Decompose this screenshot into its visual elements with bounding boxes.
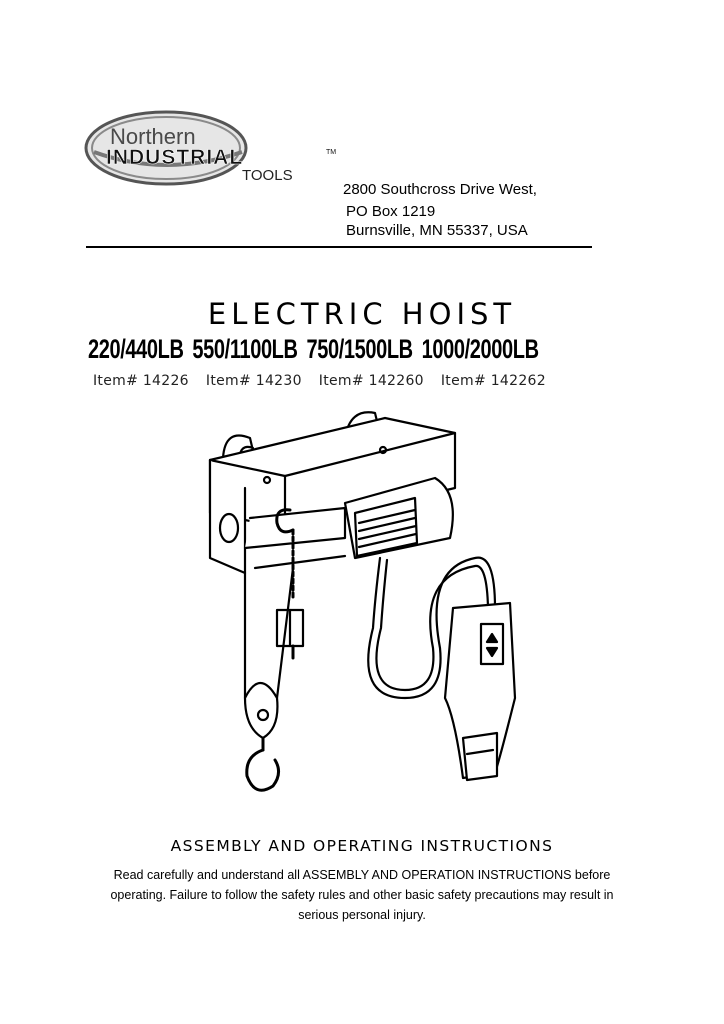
- header-divider: [86, 246, 592, 248]
- electric-hoist-illustration: [205, 398, 535, 798]
- capacity-label: 220/440LB: [88, 334, 184, 364]
- item-number: Item# 142260: [318, 373, 424, 389]
- safety-warning-text: Read carefully and understand all ASSEMBLY AND OPERATION INSTRUCTIONS before operating. Failure to follow the safety rules and other basic safety precautions may result in serious personal injury.: [110, 868, 614, 922]
- capacity-label: 750/1500LB: [306, 334, 413, 364]
- address-line-2: PO Box 1219: [346, 203, 436, 220]
- logo-northern-text: Northern: [110, 124, 196, 149]
- address-line-1: 2800 Southcross Drive West,: [343, 181, 537, 198]
- logo-trademark: TM: [326, 149, 337, 156]
- item-number: Item# 142262: [440, 373, 546, 389]
- address-line-3: Burnsville, MN 55337, USA: [346, 222, 528, 239]
- item-number: Item# 14230: [205, 373, 302, 389]
- capacity-list: [88, 334, 548, 365]
- northern-industrial-tools-logo: [84, 108, 346, 194]
- section-heading: ASSEMBLY AND OPERATING INSTRUCTIONS: [170, 837, 554, 855]
- logo-tools-text: TOOLS: [242, 167, 293, 184]
- item-number: Item# 14226: [93, 373, 189, 389]
- capacity-label: 1000/2000LB: [421, 334, 539, 364]
- logo-industrial-text: INDUSTRIAL: [106, 146, 244, 169]
- capacity-label: 550/1100LB: [192, 334, 298, 364]
- item-number-list: [93, 373, 563, 389]
- product-title: ELECTRIC HOIST: [207, 297, 517, 331]
